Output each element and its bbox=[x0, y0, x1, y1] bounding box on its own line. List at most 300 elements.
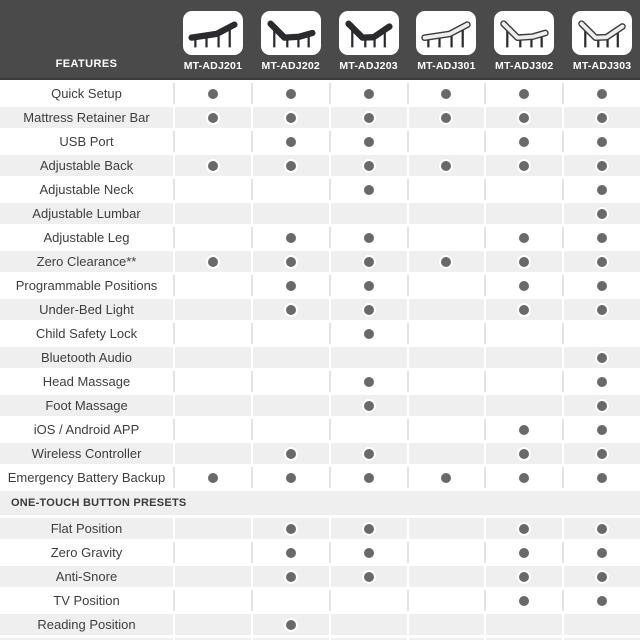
feature-value-cell-mt-adj203 bbox=[331, 275, 407, 296]
product-column-mt-adj202 bbox=[253, 0, 329, 78]
feature-included-dot bbox=[597, 524, 607, 534]
feature-value-cell-mt-adj301 bbox=[409, 419, 485, 440]
feature-value-cell-mt-adj202 bbox=[253, 323, 329, 344]
product-image-mt-adj303 bbox=[572, 11, 632, 55]
feature-value-cell-mt-adj303 bbox=[564, 299, 640, 320]
feature-included-dot bbox=[364, 401, 374, 411]
feature-value-cell-mt-adj201 bbox=[175, 566, 251, 587]
feature-label: Quick Setup bbox=[51, 86, 122, 101]
feature-row bbox=[0, 203, 640, 224]
feature-included-dot bbox=[286, 137, 296, 147]
feature-included-dot bbox=[208, 473, 218, 483]
feature-value-cell-mt-adj201 bbox=[175, 467, 251, 488]
feature-name-cell bbox=[0, 107, 173, 128]
features-header-cell bbox=[0, 0, 173, 78]
feature-included-dot bbox=[364, 449, 374, 459]
feature-included-dot bbox=[364, 524, 374, 534]
feature-value-cell-mt-adj202 bbox=[253, 83, 329, 104]
feature-included-dot bbox=[286, 233, 296, 243]
feature-name-cell bbox=[0, 155, 173, 176]
feature-included-dot bbox=[208, 257, 218, 267]
feature-value-cell-mt-adj302 bbox=[486, 131, 562, 152]
feature-row bbox=[0, 518, 640, 539]
feature-label: Programmable Positions bbox=[15, 278, 158, 293]
feature-name-cell bbox=[0, 227, 173, 248]
product-model-label: MT-ADJ303 bbox=[572, 60, 632, 72]
feature-included-dot bbox=[519, 137, 529, 147]
feature-value-cell-mt-adj301 bbox=[409, 203, 485, 224]
feature-value-cell-mt-adj201 bbox=[175, 107, 251, 128]
feature-label: Anti-Snore bbox=[55, 569, 118, 584]
feature-included-dot bbox=[519, 161, 529, 171]
feature-included-dot bbox=[286, 281, 296, 291]
feature-value-cell-mt-adj203 bbox=[331, 371, 407, 392]
feature-row bbox=[0, 227, 640, 248]
feature-row bbox=[0, 542, 640, 563]
feature-value-cell-mt-adj303 bbox=[564, 155, 640, 176]
feature-name-cell bbox=[0, 251, 173, 272]
feature-value-cell-mt-adj303 bbox=[564, 614, 640, 635]
feature-included-dot bbox=[597, 113, 607, 123]
feature-included-dot bbox=[597, 137, 607, 147]
feature-value-cell-mt-adj303 bbox=[564, 590, 640, 611]
feature-value-cell-mt-adj201 bbox=[175, 131, 251, 152]
feature-label: Mattress Retainer Bar bbox=[23, 110, 150, 125]
feature-value-cell-mt-adj203 bbox=[331, 131, 407, 152]
feature-included-dot bbox=[441, 257, 451, 267]
feature-value-cell-mt-adj201 bbox=[175, 542, 251, 563]
feature-included-dot bbox=[441, 473, 451, 483]
feature-value-cell-mt-adj303 bbox=[564, 371, 640, 392]
product-image-mt-adj201 bbox=[183, 11, 243, 55]
feature-row bbox=[0, 299, 640, 320]
feature-included-dot bbox=[364, 473, 374, 483]
feature-value-cell-mt-adj202 bbox=[253, 443, 329, 464]
feature-value-cell-mt-adj303 bbox=[564, 323, 640, 344]
feature-row bbox=[0, 275, 640, 296]
product-model-label: MT-ADJ302 bbox=[495, 60, 554, 72]
feature-value-cell-mt-adj302 bbox=[486, 443, 562, 464]
feature-included-dot bbox=[519, 449, 529, 459]
feature-value-cell-mt-adj302 bbox=[486, 347, 562, 368]
feature-value-cell-mt-adj301 bbox=[409, 251, 485, 272]
feature-value-cell-mt-adj201 bbox=[175, 155, 251, 176]
feature-included-dot bbox=[364, 161, 374, 171]
feature-value-cell-mt-adj303 bbox=[564, 227, 640, 248]
product-model-label: MT-ADJ301 bbox=[417, 60, 476, 72]
feature-value-cell-mt-adj202 bbox=[253, 347, 329, 368]
feature-label: Adjustable Neck bbox=[39, 182, 134, 197]
feature-included-dot bbox=[597, 161, 607, 171]
feature-included-dot bbox=[597, 305, 607, 315]
feature-included-dot bbox=[519, 233, 529, 243]
feature-value-cell-mt-adj202 bbox=[253, 155, 329, 176]
feature-included-dot bbox=[597, 473, 607, 483]
feature-value-cell-mt-adj303 bbox=[564, 566, 640, 587]
feature-value-cell-mt-adj203 bbox=[331, 419, 407, 440]
feature-value-cell-mt-adj302 bbox=[486, 419, 562, 440]
feature-included-dot bbox=[364, 281, 374, 291]
feature-value-cell-mt-adj201 bbox=[175, 179, 251, 200]
feature-label: Under-Bed Light bbox=[39, 302, 134, 317]
feature-included-dot bbox=[441, 161, 451, 171]
feature-label: Head Massage bbox=[42, 374, 131, 389]
section-header-label: ONE-TOUCH BUTTON PRESETS bbox=[11, 497, 187, 509]
feature-value-cell-mt-adj202 bbox=[253, 299, 329, 320]
bed-icon bbox=[498, 14, 550, 52]
feature-value-cell-mt-adj302 bbox=[486, 251, 562, 272]
feature-value-cell-mt-adj203 bbox=[331, 590, 407, 611]
feature-value-cell-mt-adj303 bbox=[564, 395, 640, 416]
product-column-mt-adj201 bbox=[175, 0, 251, 78]
product-image-mt-adj203 bbox=[339, 11, 399, 55]
feature-label: Foot Massage bbox=[45, 398, 128, 413]
feature-value-cell-mt-adj301 bbox=[409, 107, 485, 128]
feature-value-cell-mt-adj201 bbox=[175, 251, 251, 272]
feature-value-cell-mt-adj303 bbox=[564, 518, 640, 539]
feature-value-cell-mt-adj301 bbox=[409, 179, 485, 200]
feature-included-dot bbox=[441, 113, 451, 123]
feature-value-cell-mt-adj303 bbox=[564, 347, 640, 368]
feature-value-cell-mt-adj302 bbox=[486, 203, 562, 224]
product-model-label: MT-ADJ203 bbox=[339, 60, 398, 72]
feature-included-dot bbox=[364, 233, 374, 243]
feature-row bbox=[0, 83, 640, 104]
feature-value-cell-mt-adj202 bbox=[253, 251, 329, 272]
feature-label: iOS / Android APP bbox=[33, 422, 140, 437]
feature-label: Child Safety Lock bbox=[35, 326, 138, 341]
feature-included-dot bbox=[286, 449, 296, 459]
feature-value-cell-mt-adj301 bbox=[409, 323, 485, 344]
feature-value-cell-mt-adj302 bbox=[486, 371, 562, 392]
feature-value-cell-mt-adj201 bbox=[175, 614, 251, 635]
feature-included-dot bbox=[597, 281, 607, 291]
feature-value-cell-mt-adj202 bbox=[253, 542, 329, 563]
feature-label: Flat Position bbox=[50, 521, 123, 536]
feature-name-cell bbox=[0, 542, 173, 563]
feature-value-cell-mt-adj203 bbox=[331, 323, 407, 344]
feature-value-cell-mt-adj202 bbox=[253, 227, 329, 248]
feature-value-cell-mt-adj302 bbox=[486, 227, 562, 248]
feature-value-cell-mt-adj202 bbox=[253, 566, 329, 587]
feature-value-cell-mt-adj202 bbox=[253, 107, 329, 128]
feature-included-dot bbox=[597, 449, 607, 459]
feature-label: Zero Clearance** bbox=[36, 254, 137, 269]
feature-name-cell bbox=[0, 179, 173, 200]
feature-included-dot bbox=[286, 305, 296, 315]
feature-value-cell-mt-adj302 bbox=[486, 395, 562, 416]
product-model-label: MT-ADJ202 bbox=[261, 60, 320, 72]
feature-value-cell-mt-adj302 bbox=[486, 542, 562, 563]
feature-value-cell-mt-adj202 bbox=[253, 467, 329, 488]
feature-included-dot bbox=[286, 620, 296, 630]
feature-value-cell-mt-adj203 bbox=[331, 542, 407, 563]
feature-value-cell-mt-adj302 bbox=[486, 467, 562, 488]
feature-value-cell-mt-adj201 bbox=[175, 275, 251, 296]
feature-value-cell-mt-adj301 bbox=[409, 443, 485, 464]
feature-included-dot bbox=[519, 305, 529, 315]
feature-included-dot bbox=[597, 209, 607, 219]
feature-included-dot bbox=[286, 473, 296, 483]
feature-name-cell bbox=[0, 590, 173, 611]
feature-row bbox=[0, 566, 640, 587]
feature-value-cell-mt-adj303 bbox=[564, 419, 640, 440]
feature-value-cell-mt-adj203 bbox=[331, 395, 407, 416]
bed-icon bbox=[420, 14, 472, 52]
feature-value-cell-mt-adj303 bbox=[564, 443, 640, 464]
feature-value-cell-mt-adj301 bbox=[409, 155, 485, 176]
feature-included-dot bbox=[519, 596, 529, 606]
feature-included-dot bbox=[286, 524, 296, 534]
feature-value-cell-mt-adj201 bbox=[175, 299, 251, 320]
feature-value-cell-mt-adj301 bbox=[409, 614, 485, 635]
feature-value-cell-mt-adj301 bbox=[409, 347, 485, 368]
feature-included-dot bbox=[364, 257, 374, 267]
feature-included-dot bbox=[597, 89, 607, 99]
feature-value-cell-mt-adj301 bbox=[409, 83, 485, 104]
feature-value-cell-mt-adj201 bbox=[175, 347, 251, 368]
product-column-mt-adj301 bbox=[409, 0, 485, 78]
feature-included-dot bbox=[286, 548, 296, 558]
feature-value-cell-mt-adj203 bbox=[331, 227, 407, 248]
feature-name-cell bbox=[0, 467, 173, 488]
feature-value-cell-mt-adj301 bbox=[409, 227, 485, 248]
feature-included-dot bbox=[364, 377, 374, 387]
feature-value-cell-mt-adj202 bbox=[253, 371, 329, 392]
feature-row bbox=[0, 107, 640, 128]
feature-included-dot bbox=[364, 305, 374, 315]
feature-included-dot bbox=[286, 113, 296, 123]
feature-value-cell-mt-adj301 bbox=[409, 299, 485, 320]
feature-name-cell bbox=[0, 275, 173, 296]
feature-value-cell-mt-adj203 bbox=[331, 299, 407, 320]
feature-name-cell bbox=[0, 443, 173, 464]
feature-label: Bluetooth Audio bbox=[40, 350, 133, 365]
feature-value-cell-mt-adj301 bbox=[409, 275, 485, 296]
feature-value-cell-mt-adj302 bbox=[486, 179, 562, 200]
table-body bbox=[0, 80, 640, 640]
feature-included-dot bbox=[597, 185, 607, 195]
feature-row bbox=[0, 614, 640, 635]
feature-row bbox=[0, 371, 640, 392]
feature-value-cell-mt-adj302 bbox=[486, 614, 562, 635]
feature-row bbox=[0, 443, 640, 464]
feature-included-dot bbox=[286, 257, 296, 267]
feature-included-dot bbox=[364, 572, 374, 582]
feature-included-dot bbox=[364, 137, 374, 147]
feature-value-cell-mt-adj203 bbox=[331, 467, 407, 488]
feature-value-cell-mt-adj301 bbox=[409, 542, 485, 563]
bed-icon bbox=[265, 14, 317, 52]
feature-value-cell-mt-adj201 bbox=[175, 518, 251, 539]
feature-value-cell-mt-adj202 bbox=[253, 395, 329, 416]
feature-value-cell-mt-adj303 bbox=[564, 131, 640, 152]
feature-name-cell bbox=[0, 83, 173, 104]
feature-included-dot bbox=[208, 89, 218, 99]
feature-included-dot bbox=[597, 401, 607, 411]
feature-value-cell-mt-adj303 bbox=[564, 275, 640, 296]
feature-included-dot bbox=[597, 257, 607, 267]
feature-included-dot bbox=[364, 548, 374, 558]
feature-name-cell bbox=[0, 323, 173, 344]
feature-row bbox=[0, 155, 640, 176]
product-column-mt-adj203 bbox=[331, 0, 407, 78]
feature-value-cell-mt-adj303 bbox=[564, 179, 640, 200]
product-column-mt-adj302 bbox=[486, 0, 562, 78]
bed-icon bbox=[343, 14, 395, 52]
feature-name-cell bbox=[0, 203, 173, 224]
feature-name-cell bbox=[0, 566, 173, 587]
feature-value-cell-mt-adj203 bbox=[331, 614, 407, 635]
feature-row bbox=[0, 251, 640, 272]
feature-value-cell-mt-adj202 bbox=[253, 131, 329, 152]
feature-included-dot bbox=[597, 353, 607, 363]
feature-value-cell-mt-adj203 bbox=[331, 203, 407, 224]
feature-value-cell-mt-adj301 bbox=[409, 467, 485, 488]
feature-name-cell bbox=[0, 419, 173, 440]
feature-row bbox=[0, 323, 640, 344]
feature-included-dot bbox=[208, 161, 218, 171]
feature-value-cell-mt-adj302 bbox=[486, 275, 562, 296]
feature-value-cell-mt-adj202 bbox=[253, 203, 329, 224]
table-header bbox=[0, 0, 640, 80]
feature-value-cell-mt-adj303 bbox=[564, 251, 640, 272]
feature-name-cell bbox=[0, 299, 173, 320]
feature-label: Adjustable Leg bbox=[43, 230, 130, 245]
feature-included-dot bbox=[286, 572, 296, 582]
product-image-mt-adj301 bbox=[416, 11, 476, 55]
feature-included-dot bbox=[208, 113, 218, 123]
feature-label: TV Position bbox=[53, 593, 120, 608]
feature-value-cell-mt-adj201 bbox=[175, 443, 251, 464]
bed-icon bbox=[576, 14, 628, 52]
product-image-mt-adj202 bbox=[261, 11, 321, 55]
feature-row bbox=[0, 395, 640, 416]
feature-row bbox=[0, 179, 640, 200]
feature-value-cell-mt-adj201 bbox=[175, 323, 251, 344]
feature-value-cell-mt-adj302 bbox=[486, 299, 562, 320]
feature-name-cell bbox=[0, 347, 173, 368]
feature-included-dot bbox=[286, 89, 296, 99]
feature-value-cell-mt-adj203 bbox=[331, 251, 407, 272]
feature-value-cell-mt-adj202 bbox=[253, 518, 329, 539]
feature-value-cell-mt-adj201 bbox=[175, 419, 251, 440]
feature-value-cell-mt-adj201 bbox=[175, 371, 251, 392]
feature-value-cell-mt-adj301 bbox=[409, 566, 485, 587]
feature-row bbox=[0, 347, 640, 368]
feature-value-cell-mt-adj301 bbox=[409, 371, 485, 392]
feature-row bbox=[0, 467, 640, 488]
feature-label: USB Port bbox=[59, 134, 114, 149]
feature-value-cell-mt-adj202 bbox=[253, 179, 329, 200]
feature-value-cell-mt-adj302 bbox=[486, 590, 562, 611]
feature-name-cell bbox=[0, 614, 173, 635]
feature-value-cell-mt-adj303 bbox=[564, 203, 640, 224]
feature-included-dot bbox=[519, 113, 529, 123]
feature-value-cell-mt-adj301 bbox=[409, 131, 485, 152]
feature-included-dot bbox=[519, 89, 529, 99]
product-image-mt-adj302 bbox=[494, 11, 554, 55]
feature-included-dot bbox=[519, 257, 529, 267]
features-header-label: FEATURES bbox=[55, 58, 118, 70]
feature-value-cell-mt-adj203 bbox=[331, 443, 407, 464]
feature-value-cell-mt-adj302 bbox=[486, 323, 562, 344]
feature-value-cell-mt-adj202 bbox=[253, 590, 329, 611]
product-column-mt-adj303 bbox=[564, 0, 640, 78]
feature-included-dot bbox=[364, 185, 374, 195]
feature-included-dot bbox=[519, 281, 529, 291]
feature-included-dot bbox=[597, 548, 607, 558]
feature-value-cell-mt-adj301 bbox=[409, 395, 485, 416]
feature-value-cell-mt-adj203 bbox=[331, 347, 407, 368]
feature-value-cell-mt-adj302 bbox=[486, 566, 562, 587]
feature-value-cell-mt-adj302 bbox=[486, 83, 562, 104]
feature-value-cell-mt-adj203 bbox=[331, 83, 407, 104]
feature-label: Adjustable Lumbar bbox=[32, 206, 141, 221]
feature-value-cell-mt-adj302 bbox=[486, 155, 562, 176]
feature-value-cell-mt-adj303 bbox=[564, 467, 640, 488]
feature-label: Reading Position bbox=[37, 617, 136, 632]
feature-included-dot bbox=[364, 113, 374, 123]
feature-value-cell-mt-adj303 bbox=[564, 542, 640, 563]
feature-value-cell-mt-adj201 bbox=[175, 203, 251, 224]
feature-value-cell-mt-adj202 bbox=[253, 419, 329, 440]
feature-value-cell-mt-adj203 bbox=[331, 107, 407, 128]
feature-included-dot bbox=[364, 329, 374, 339]
feature-value-cell-mt-adj201 bbox=[175, 227, 251, 248]
feature-name-cell bbox=[0, 395, 173, 416]
section-header bbox=[0, 491, 640, 515]
feature-row bbox=[0, 590, 640, 611]
feature-value-cell-mt-adj203 bbox=[331, 179, 407, 200]
feature-included-dot bbox=[519, 524, 529, 534]
feature-included-dot bbox=[364, 89, 374, 99]
feature-value-cell-mt-adj303 bbox=[564, 107, 640, 128]
feature-value-cell-mt-adj201 bbox=[175, 83, 251, 104]
feature-included-dot bbox=[441, 89, 451, 99]
bed-icon bbox=[187, 14, 239, 52]
feature-value-cell-mt-adj302 bbox=[486, 107, 562, 128]
feature-value-cell-mt-adj202 bbox=[253, 275, 329, 296]
feature-included-dot bbox=[519, 548, 529, 558]
feature-value-cell-mt-adj201 bbox=[175, 395, 251, 416]
feature-included-dot bbox=[519, 425, 529, 435]
feature-label: Wireless Controller bbox=[31, 446, 142, 461]
feature-included-dot bbox=[519, 473, 529, 483]
feature-value-cell-mt-adj201 bbox=[175, 590, 251, 611]
feature-value-cell-mt-adj203 bbox=[331, 155, 407, 176]
feature-included-dot bbox=[597, 233, 607, 243]
feature-included-dot bbox=[519, 572, 529, 582]
feature-value-cell-mt-adj203 bbox=[331, 518, 407, 539]
feature-name-cell bbox=[0, 131, 173, 152]
feature-included-dot bbox=[597, 425, 607, 435]
feature-value-cell-mt-adj301 bbox=[409, 518, 485, 539]
product-model-label: MT-ADJ201 bbox=[183, 60, 243, 72]
feature-value-cell-mt-adj302 bbox=[486, 518, 562, 539]
feature-row bbox=[0, 419, 640, 440]
feature-label: Adjustable Back bbox=[39, 158, 134, 173]
feature-name-cell bbox=[0, 371, 173, 392]
feature-included-dot bbox=[286, 161, 296, 171]
feature-label: Emergency Battery Backup bbox=[7, 470, 166, 485]
feature-label: Zero Gravity bbox=[50, 545, 123, 560]
feature-name-cell bbox=[0, 518, 173, 539]
feature-included-dot bbox=[597, 596, 607, 606]
feature-value-cell-mt-adj301 bbox=[409, 590, 485, 611]
feature-value-cell-mt-adj202 bbox=[253, 614, 329, 635]
feature-value-cell-mt-adj303 bbox=[564, 83, 640, 104]
